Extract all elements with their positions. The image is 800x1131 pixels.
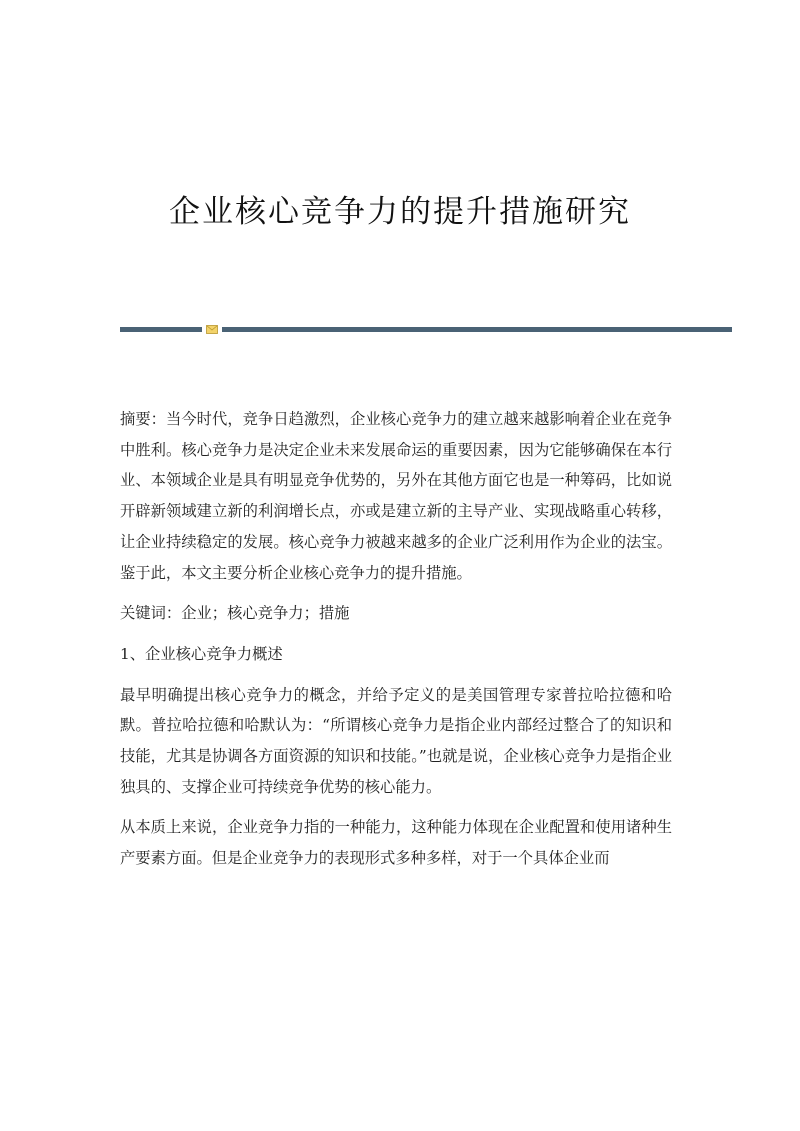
section-heading: 1、企业核心竞争力概述 bbox=[120, 644, 283, 663]
document-body bbox=[120, 404, 672, 884]
body-paragraph: 最早明确提出核心竞争力的概念，并给予定义的是美国管理专家普拉哈拉德和哈默。普拉哈拉德和哈默认为：“所谓核心竞争力是指企业内部经过整合了的知识和技能，尤其是协调各方面资源的知识和技能。”也就是说，企业核心竞争力是指企业独具的、支撑企业可持续竞争优势的核心能力。 bbox=[120, 685, 672, 796]
title-divider bbox=[120, 325, 732, 333]
body-paragraph: 从本质上来说，企业竞争力指的一种能力，这种能力体现在企业配置和使用诸种生产要素方面。但是企业竞争力的表现形式多种多样，对于一个具体企业而 bbox=[120, 818, 672, 868]
abstract-paragraph: 摘要：当今时代，竞争日趋激烈，企业核心竞争力的建立越来越影响着企业在竞争中胜利。核心竞争力是决定企业未来发展命运的重要因素，因为它能够确保在本行业、本领域企业是具有明显竞争优势的，另外在其他方面它也是一种筹码，比如说开辟新领域建立新的利润增长点，亦或是建立新的主导产业、实现战略重心转移，让企业持续稳定的发展。核心竞争力被越来越多的企业广泛利用作为企业的法宝。鉴于此，本文主要分析企业核心竞争力的提升措施。 bbox=[120, 410, 672, 582]
divider-bar-left bbox=[120, 327, 202, 332]
envelope-icon bbox=[206, 325, 218, 334]
document-title: 企业核心竞争力的提升措施研究 bbox=[169, 194, 631, 230]
divider-bar-right bbox=[222, 327, 732, 332]
keywords-paragraph: 关键词：企业；核心竞争力；措施 bbox=[120, 604, 350, 623]
